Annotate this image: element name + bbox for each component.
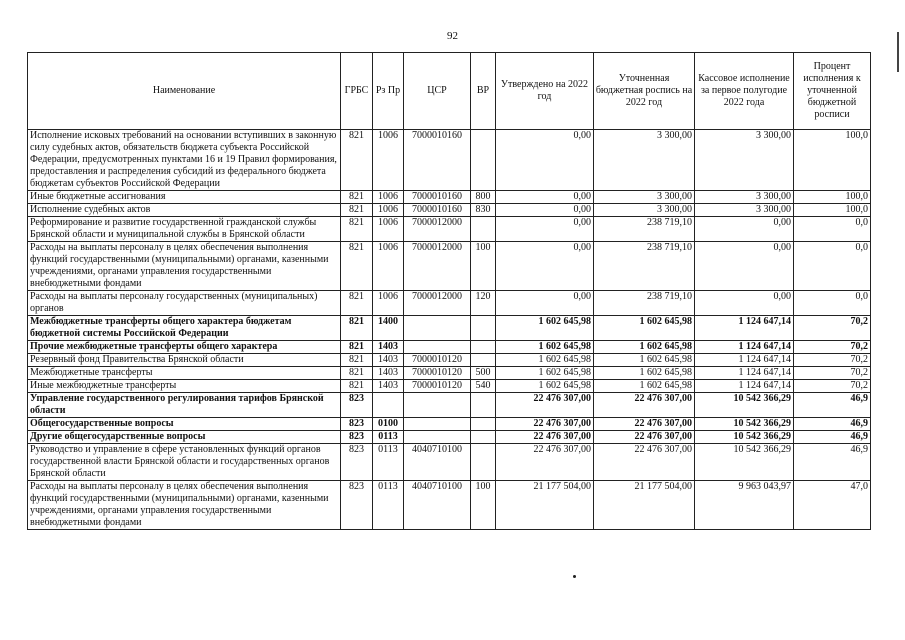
cell-csr: 7000010160 bbox=[404, 204, 471, 217]
cell-cash: 1 124 647,14 bbox=[695, 380, 794, 393]
cell-percent: 100,0 bbox=[794, 130, 871, 191]
table-row bbox=[28, 130, 871, 191]
cell-grbs: 823 bbox=[341, 431, 373, 444]
table-row bbox=[28, 431, 871, 444]
cell-name: Общегосударственные вопросы bbox=[28, 418, 341, 431]
cell-revised: 238 719,10 bbox=[594, 291, 695, 316]
cell-name: Иные бюджетные ассигнования bbox=[28, 191, 341, 204]
cell-grbs: 823 bbox=[341, 393, 373, 418]
cell-grbs: 821 bbox=[341, 341, 373, 354]
cell-revised: 3 300,00 bbox=[594, 204, 695, 217]
header-name: Наименование bbox=[28, 53, 341, 130]
cell-csr bbox=[404, 393, 471, 418]
cell-grbs: 821 bbox=[341, 242, 373, 291]
cell-vr bbox=[471, 217, 496, 242]
header-vr: ВР bbox=[471, 53, 496, 130]
table-header-row bbox=[28, 53, 871, 130]
cell-approved: 0,00 bbox=[496, 204, 594, 217]
cell-csr: 7000010160 bbox=[404, 191, 471, 204]
cell-revised: 1 602 645,98 bbox=[594, 367, 695, 380]
cell-cash: 0,00 bbox=[695, 242, 794, 291]
cell-cash: 3 300,00 bbox=[695, 191, 794, 204]
cell-percent: 70,2 bbox=[794, 316, 871, 341]
cell-cash: 0,00 bbox=[695, 291, 794, 316]
cell-vr: 100 bbox=[471, 481, 496, 530]
cell-revised: 22 476 307,00 bbox=[594, 431, 695, 444]
header-rzpr: Рз Пр bbox=[373, 53, 404, 130]
cell-csr: 7000010120 bbox=[404, 380, 471, 393]
cell-name: Расходы на выплаты персоналу государственных (муниципальных) органов bbox=[28, 291, 341, 316]
cell-approved: 0,00 bbox=[496, 130, 594, 191]
cell-rzpr: 1006 bbox=[373, 130, 404, 191]
cell-csr bbox=[404, 418, 471, 431]
cell-vr: 500 bbox=[471, 367, 496, 380]
table-row bbox=[28, 242, 871, 291]
cell-revised: 1 602 645,98 bbox=[594, 380, 695, 393]
cell-vr bbox=[471, 341, 496, 354]
cell-percent: 70,2 bbox=[794, 380, 871, 393]
cell-percent: 0,0 bbox=[794, 291, 871, 316]
cell-vr bbox=[471, 418, 496, 431]
cell-grbs: 821 bbox=[341, 316, 373, 341]
table-row bbox=[28, 291, 871, 316]
cell-grbs: 823 bbox=[341, 444, 373, 481]
table-row bbox=[28, 418, 871, 431]
table-row bbox=[28, 481, 871, 530]
cell-grbs: 821 bbox=[341, 204, 373, 217]
cell-approved: 21 177 504,00 bbox=[496, 481, 594, 530]
cell-csr: 7000010160 bbox=[404, 130, 471, 191]
cell-approved: 0,00 bbox=[496, 242, 594, 291]
cell-vr bbox=[471, 354, 496, 367]
cell-rzpr: 1403 bbox=[373, 354, 404, 367]
cell-name: Руководство и управление в сфере установленных функций органов государственной власти Брянской области и государственных органов Брянской области bbox=[28, 444, 341, 481]
cell-vr bbox=[471, 444, 496, 481]
cell-vr: 800 bbox=[471, 191, 496, 204]
cell-name: Межбюджетные трансферты bbox=[28, 367, 341, 380]
cell-approved: 1 602 645,98 bbox=[496, 354, 594, 367]
cell-percent: 100,0 bbox=[794, 191, 871, 204]
cell-approved: 1 602 645,98 bbox=[496, 380, 594, 393]
cell-approved: 22 476 307,00 bbox=[496, 418, 594, 431]
cell-csr: 4040710100 bbox=[404, 444, 471, 481]
cell-name: Прочие межбюджетные трансферты общего характера bbox=[28, 341, 341, 354]
cell-percent: 70,2 bbox=[794, 354, 871, 367]
cell-cash: 3 300,00 bbox=[695, 204, 794, 217]
cell-csr: 7000010120 bbox=[404, 354, 471, 367]
cell-name: Расходы на выплаты персоналу в целях обеспечения выполнения функций государственными (муниципальными) органами, казенными учреждениями, органами управления государственными внебюджетными фондами bbox=[28, 242, 341, 291]
table-row bbox=[28, 217, 871, 242]
cell-cash: 3 300,00 bbox=[695, 130, 794, 191]
cell-rzpr: 1006 bbox=[373, 191, 404, 204]
cell-grbs: 821 bbox=[341, 217, 373, 242]
cell-vr bbox=[471, 431, 496, 444]
cell-csr bbox=[404, 431, 471, 444]
cell-percent: 46,9 bbox=[794, 431, 871, 444]
cell-revised: 3 300,00 bbox=[594, 191, 695, 204]
cell-vr bbox=[471, 316, 496, 341]
cell-percent: 70,2 bbox=[794, 367, 871, 380]
table-row bbox=[28, 316, 871, 341]
cell-name: Расходы на выплаты персоналу в целях обеспечения выполнения функций государственными (муниципальными) органами, казенными учреждениями, органами управления государственными внебюджетными фондами bbox=[28, 481, 341, 530]
cell-cash: 1 124 647,14 bbox=[695, 354, 794, 367]
header-csr: ЦСР bbox=[404, 53, 471, 130]
cell-grbs: 821 bbox=[341, 130, 373, 191]
cell-revised: 22 476 307,00 bbox=[594, 418, 695, 431]
header-percent: Процент исполнения к уточненной бюджетной росписи bbox=[794, 53, 871, 130]
cell-cash: 9 963 043,97 bbox=[695, 481, 794, 530]
cell-revised: 1 602 645,98 bbox=[594, 354, 695, 367]
cell-grbs: 821 bbox=[341, 380, 373, 393]
cell-approved: 22 476 307,00 bbox=[496, 393, 594, 418]
table-row bbox=[28, 204, 871, 217]
cell-percent: 0,0 bbox=[794, 242, 871, 291]
cell-rzpr: 1403 bbox=[373, 367, 404, 380]
cell-vr: 120 bbox=[471, 291, 496, 316]
cell-csr: 7000012000 bbox=[404, 242, 471, 291]
cell-percent: 100,0 bbox=[794, 204, 871, 217]
table-row bbox=[28, 341, 871, 354]
cell-grbs: 823 bbox=[341, 481, 373, 530]
header-approved: Утверждено на 2022 год bbox=[496, 53, 594, 130]
table-row bbox=[28, 393, 871, 418]
cell-percent: 46,9 bbox=[794, 393, 871, 418]
cell-name: Другие общегосударственные вопросы bbox=[28, 431, 341, 444]
cell-revised: 3 300,00 bbox=[594, 130, 695, 191]
cell-rzpr: 1006 bbox=[373, 242, 404, 291]
cell-percent: 46,9 bbox=[794, 444, 871, 481]
cell-revised: 21 177 504,00 bbox=[594, 481, 695, 530]
cell-csr: 4040710100 bbox=[404, 481, 471, 530]
cell-name: Исполнение судебных актов bbox=[28, 204, 341, 217]
table-row bbox=[28, 354, 871, 367]
cell-approved: 22 476 307,00 bbox=[496, 444, 594, 481]
cell-vr bbox=[471, 130, 496, 191]
cell-percent: 0,0 bbox=[794, 217, 871, 242]
cell-percent: 70,2 bbox=[794, 341, 871, 354]
cell-rzpr: 1006 bbox=[373, 217, 404, 242]
cell-grbs: 821 bbox=[341, 291, 373, 316]
cell-name: Управление государственного регулирования тарифов Брянской области bbox=[28, 393, 341, 418]
cell-name: Иные межбюджетные трансферты bbox=[28, 380, 341, 393]
cell-rzpr bbox=[373, 393, 404, 418]
cell-cash: 1 124 647,14 bbox=[695, 316, 794, 341]
cell-vr bbox=[471, 393, 496, 418]
cell-approved: 0,00 bbox=[496, 291, 594, 316]
header-grbs: ГРБС bbox=[341, 53, 373, 130]
table-row bbox=[28, 380, 871, 393]
cell-name: Резервный фонд Правительства Брянской области bbox=[28, 354, 341, 367]
cell-approved: 1 602 645,98 bbox=[496, 367, 594, 380]
cell-cash: 10 542 366,29 bbox=[695, 444, 794, 481]
cell-grbs: 821 bbox=[341, 191, 373, 204]
cell-approved: 0,00 bbox=[496, 217, 594, 242]
cell-csr bbox=[404, 341, 471, 354]
cell-cash: 1 124 647,14 bbox=[695, 341, 794, 354]
cell-csr: 7000010120 bbox=[404, 367, 471, 380]
cell-grbs: 821 bbox=[341, 354, 373, 367]
cell-revised: 1 602 645,98 bbox=[594, 316, 695, 341]
page-number: 92 bbox=[447, 30, 458, 42]
table-body bbox=[28, 130, 871, 530]
cell-grbs: 823 bbox=[341, 418, 373, 431]
cell-grbs: 821 bbox=[341, 367, 373, 380]
cell-csr: 7000012000 bbox=[404, 217, 471, 242]
cell-approved: 22 476 307,00 bbox=[496, 431, 594, 444]
cell-cash: 10 542 366,29 bbox=[695, 431, 794, 444]
cell-vr: 100 bbox=[471, 242, 496, 291]
cell-percent: 46,9 bbox=[794, 418, 871, 431]
cell-cash: 10 542 366,29 bbox=[695, 418, 794, 431]
cell-approved: 1 602 645,98 bbox=[496, 341, 594, 354]
cell-approved: 1 602 645,98 bbox=[496, 316, 594, 341]
cell-rzpr: 1400 bbox=[373, 316, 404, 341]
cell-rzpr: 0113 bbox=[373, 431, 404, 444]
table-row bbox=[28, 444, 871, 481]
cell-rzpr: 0113 bbox=[373, 481, 404, 530]
cell-rzpr: 1403 bbox=[373, 341, 404, 354]
cell-cash: 0,00 bbox=[695, 217, 794, 242]
cell-cash: 1 124 647,14 bbox=[695, 367, 794, 380]
budget-execution-table bbox=[27, 52, 871, 530]
cell-vr: 540 bbox=[471, 380, 496, 393]
header-cash: Кассовое исполнение за первое полугодие 2022 года bbox=[695, 53, 794, 130]
cell-rzpr: 1006 bbox=[373, 204, 404, 217]
cell-csr: 7000012000 bbox=[404, 291, 471, 316]
cell-cash: 10 542 366,29 bbox=[695, 393, 794, 418]
cell-rzpr: 1403 bbox=[373, 380, 404, 393]
cell-revised: 238 719,10 bbox=[594, 217, 695, 242]
cell-revised: 22 476 307,00 bbox=[594, 444, 695, 481]
cell-name: Межбюджетные трансферты общего характера бюджетам бюджетной системы Российской Федерации bbox=[28, 316, 341, 341]
cell-rzpr: 0113 bbox=[373, 444, 404, 481]
scan-edge-mark bbox=[897, 32, 899, 72]
cell-revised: 238 719,10 bbox=[594, 242, 695, 291]
table-row bbox=[28, 367, 871, 380]
cell-revised: 1 602 645,98 bbox=[594, 341, 695, 354]
cell-vr: 830 bbox=[471, 204, 496, 217]
cell-name: Исполнение исковых требований на основании вступивших в законную силу судебных актов, обязательств бюджета субъекта Российской Федерации, предусмотренных пунктами 16 и 19 Правил формирования, предоставления и распределения субсидий из федерального бюджета бюджетам субъектов Российской Федерации bbox=[28, 130, 341, 191]
cell-rzpr: 0100 bbox=[373, 418, 404, 431]
cell-approved: 0,00 bbox=[496, 191, 594, 204]
cell-percent: 47,0 bbox=[794, 481, 871, 530]
scan-speck bbox=[573, 575, 576, 578]
cell-revised: 22 476 307,00 bbox=[594, 393, 695, 418]
header-revised: Уточненная бюджетная роспись на 2022 год bbox=[594, 53, 695, 130]
cell-csr bbox=[404, 316, 471, 341]
cell-name: Реформирование и развитие государственной гражданской службы Брянской области и муниципальной службы в Брянской области bbox=[28, 217, 341, 242]
cell-rzpr: 1006 bbox=[373, 291, 404, 316]
table-row bbox=[28, 191, 871, 204]
